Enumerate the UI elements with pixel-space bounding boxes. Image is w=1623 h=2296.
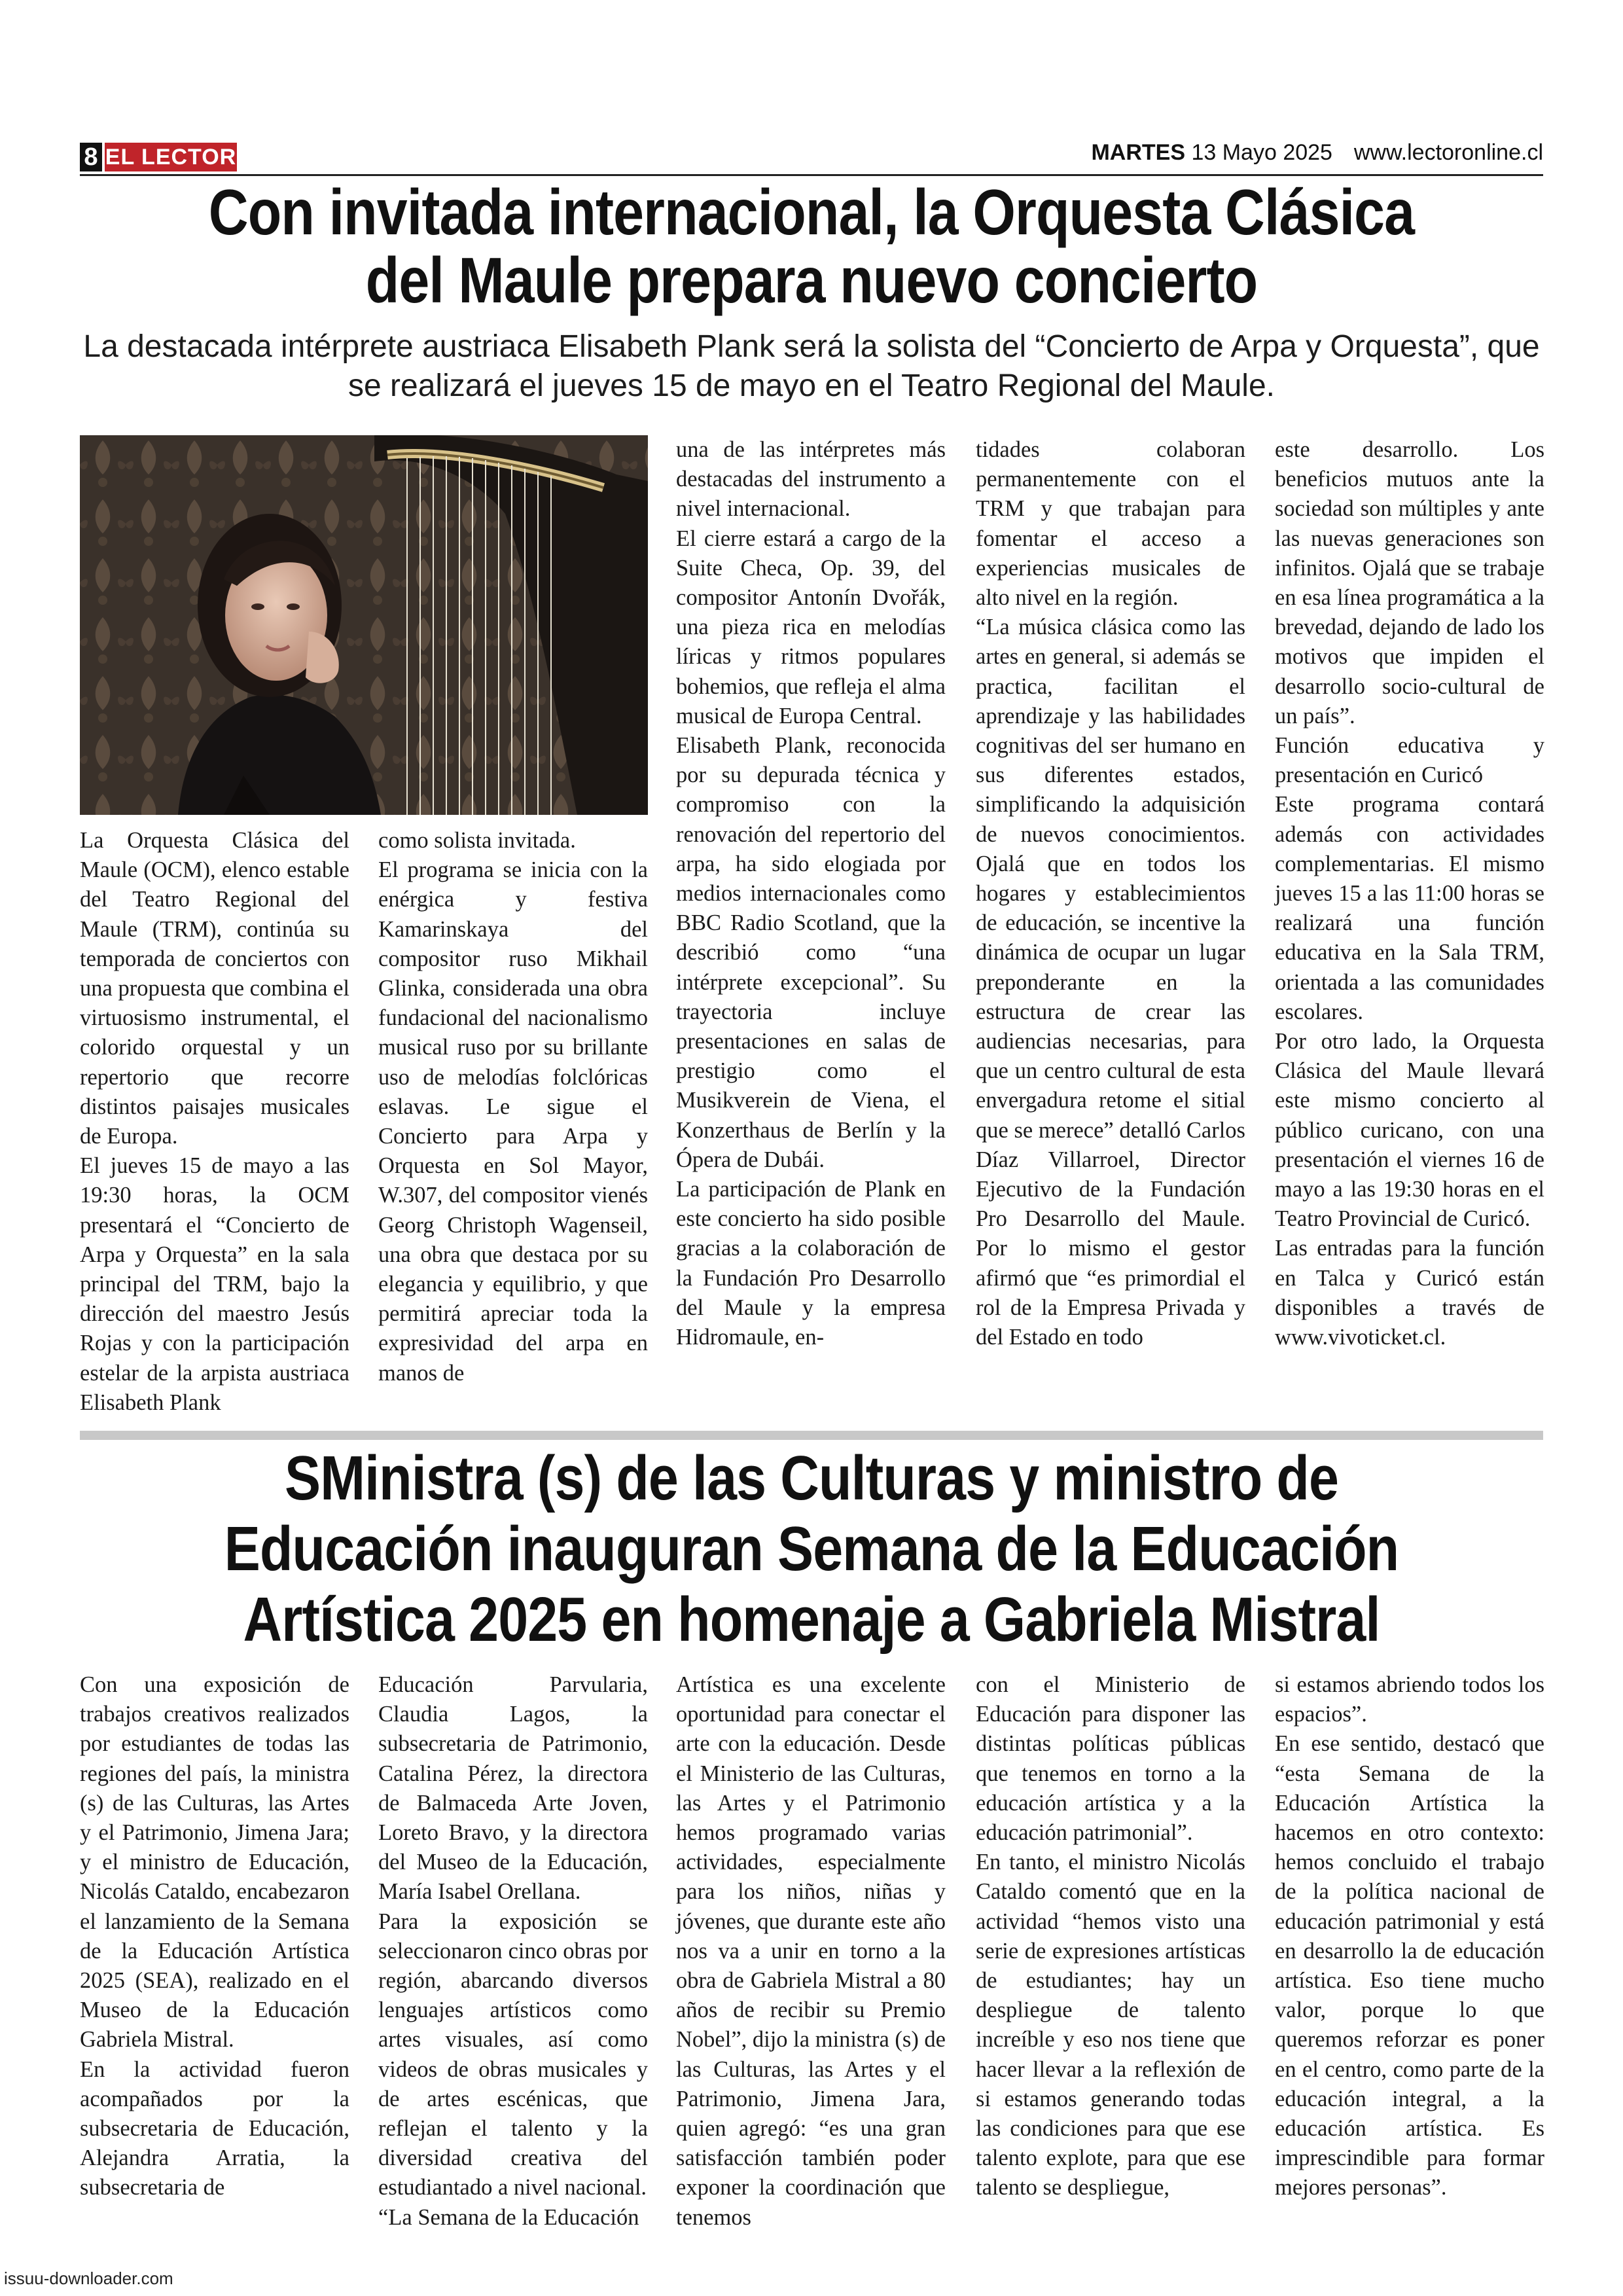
article1-headline: Con invitada internacional, la Orquesta Clásica del Maule prepara nuevo concierto bbox=[208, 176, 1415, 316]
paragraph: Artística es una excelente oportunidad para conectar el arte con la educación. Desde el Ministerio de las Culturas, las Artes y el Patrimonio hemos programado varias actividades, especialmente para los niños, niñas y jóvenes, que durante este año nos va a unir en torno a la obra de Gabriela Mistral a 80 años de recibir su Premio Nobel”, dijo la ministra (s) de las Culturas, las Artes y el Patrimonio, Jimena Jara, quien agregó: “es una gran satisfacción también poder exponer la coordinación que tenemos bbox=[676, 1672, 946, 2230]
paragraph: como solista invitada. bbox=[378, 828, 576, 853]
issue-date: 13 Mayo 2025 bbox=[1191, 140, 1332, 165]
paragraph: “La Semana de la Educación bbox=[378, 2204, 639, 2230]
paragraph: La participación de Plank en este concierto ha sido posible gracias a la colaboración de la Fundación Pro Desarrollo del Maule y la empresa Hidromaule, en- bbox=[676, 1177, 946, 1350]
page-number: 8 bbox=[80, 143, 102, 171]
article1-column-5 bbox=[1275, 435, 1544, 1352]
paragraph: En tanto, el ministro Nicolás Cataldo comentó que en la actividad “hemos visto una serie de expresiones artísticas de estudiantes; hay un despliegue de talento increíble y eso nos tiene que hacer llevar a la reflexión de si estamos generando todas las condiciones para que ese talento explote, para que ese talento se despliegue, bbox=[976, 1850, 1245, 2200]
paragraph: En ese sentido, destacó que “esta Semana de la Educación Artística la hacemos en otro contexto: hemos concluido el trabajo de la política nacional de educación patrimonial y está en desarrollo la de educación artística. Eso tiene mucho valor, porque lo que queremos reforzar es poner en el centro, como parte de la educación integral, a la educación artística. Es imprescindible para formar mejores personas”. bbox=[1275, 1731, 1544, 2200]
article2-column-4 bbox=[976, 1670, 1245, 2203]
article2-headline: SMinistra (s) de las Culturas y ministro de Educación inauguran Semana de la Educación Artística 2025 en homenaje a Gabriela Mistral bbox=[224, 1443, 1399, 1655]
paragraph: El cierre estará a cargo de la Suite Checa, Op. 39, del compositor Antonín Dvořák, una pieza rica en melodías líricas y ritmos populares bohemios, que refleja el alma musical de Europa Central. bbox=[676, 526, 946, 728]
article2-column-3 bbox=[676, 1670, 946, 2233]
article2-column-2 bbox=[378, 1670, 648, 2233]
paragraph: este desarrollo. Los beneficios mutuos ante la sociedad son múltiples y ante las nuevas generaciones son infinitos. Ojalá que se trabaje en esa línea programática a la brevedad, dejando de lado los motivos que impiden el desarrollo socio-cultural de un país”. bbox=[1275, 437, 1544, 728]
paragraph: Las entradas para la función en Talca y Curicó están disponibles a través de www.vivoticket.cl. bbox=[1275, 1236, 1544, 1350]
paragraph: “La música clásica como las artes en general, si además se practica, facilitan el aprendizaje y las habilidades cognitivas del ser humano en sus diferentes estados, simplificando la adquisición de nuevos conocimientos. Ojalá que en todos los hogares y establecimientos de educación, se incentive la dinámica de ocupar un lugar preponderante en la estructura de crear las audiencias necesarias, para que un centro cultural de esta envergadura retome el sitial que se merece” detalló Carlos Díaz Villarroel, Director Ejecutivo de la Fundación Pro Desarrollo del Maule. Por lo mismo el gestor afirmó que “es primordial el rol de la Empresa Privada y del Estado en todo bbox=[976, 615, 1245, 1350]
website: www.lectoronline.cl bbox=[1353, 140, 1543, 165]
article1-column-1 bbox=[80, 826, 349, 1418]
paragraph: Para la exposición se seleccionaron cinco obras por región, abarcando diversos lenguajes artísticos como artes visuales, así como videos de obras musicales y de artes escénicas, que reflejan el talento y la diversidad creativa del estudiantado a nivel nacional. bbox=[378, 1909, 648, 2200]
paragraph: La Orquesta Clásica del Maule (OCM), elenco estable del Teatro Regional del Maule (TRM), continúa su temporada de conciertos con una propuesta que combina el virtuosismo instrumental, el colorido orquestal y un repertorio que recorre distintos paisajes musicales de Europa. bbox=[80, 828, 349, 1149]
paragraph: El programa se inicia con la enérgica y festiva Kamarinskaya del compositor ruso Mikhail Glinka, considerada una obra fundacional del nacionalismo musical ruso por su brillante uso de melodías folclóricas eslavas. Le sigue el Concierto para Arpa y Orquesta en Sol Mayor, W.307, del compositor vienés Georg Christoph Wagenseil, una obra que destaca por su elegancia y equilibrio, y que permitirá apreciar toda la expresividad del arpa en manos de bbox=[378, 857, 648, 1386]
paragraph: Por otro lado, la Orquesta Clásica del Maule llevará este mismo concierto al público curicano, con una presentación el viernes 16 de mayo a las 19:30 horas en el Teatro Provincial de Curicó. bbox=[1275, 1029, 1544, 1232]
article2-column-5 bbox=[1275, 1670, 1544, 2203]
paragraph: si estamos abriendo todos los espacios”. bbox=[1275, 1672, 1544, 1727]
paragraph: Con una exposición de trabajos creativos realizados por estudiantes de todas las regiones del país, la ministra (s) de las Culturas, las Artes y el Patrimonio, Jimena Jara; y el ministro de Educación, Nicolás Cataldo, encabezaron el lanzamiento de la Semana de la Educación Artística 2025 (SEA), realizado en el Museo de la Educación Gabriela Mistral. bbox=[80, 1672, 349, 2053]
dateline bbox=[1091, 140, 1543, 166]
paragraph: El jueves 15 de mayo a las 19:30 horas, la OCM presentará el “Concierto de Arpa y Orquesta” en la sala principal del TRM, bajo la dirección del maestro Jesús Rojas y con la participación estelar de la arpista austriaca Elisabeth Plank bbox=[80, 1153, 349, 1415]
article1-column-3 bbox=[676, 435, 946, 1352]
paragraph: Elisabeth Plank, reconocida por su depurada técnica y compromiso con la renovación del repertorio del arpa, ha sido elogiada por medios internacionales como BBC Radio Scotland, que la describió como “una intérprete excepcional”. Su trayectoria incluye presentaciones en salas de prestigio como el Musikverein de Viena, el Konzerthaus de Berlín y la Ópera de Dubái. bbox=[676, 733, 946, 1172]
paragraph: con el Ministerio de Educación para disponer las distintas políticas públicas que tenemos en torno a la educación artística y a la educación patrimonial”. bbox=[976, 1672, 1245, 1846]
harpist-photo-illustration bbox=[80, 435, 648, 815]
watermark: issuu-downloader.com bbox=[4, 2269, 173, 2288]
paragraph: En la actividad fueron acompañados por la subsecretaria de Educación, Alejandra Arratia, la subsecretaria de bbox=[80, 2056, 349, 2200]
article1-column-2 bbox=[378, 826, 648, 1388]
newspaper-logo: EL LECTOR bbox=[105, 143, 237, 171]
article2-column-1 bbox=[80, 1670, 349, 2203]
paragraph: una de las intérpretes más destacadas del instrumento a nivel internacional. bbox=[676, 437, 946, 522]
article1-column-4 bbox=[976, 435, 1245, 1352]
paragraph: Educación Parvularia, Claudia Lagos, la subsecretaria de Patrimonio, Catalina Pérez, la directora de Balmaceda Arte Joven, Loreto Bravo, y la directora del Museo de la Educación, María Isabel Orellana. bbox=[378, 1672, 648, 1905]
paragraph: tidades colaboran permanentemente con el TRM y que trabajan para fomentar el acceso a experiencias musicales de alto nivel en la región. bbox=[976, 437, 1245, 611]
section-divider bbox=[80, 1431, 1543, 1440]
article1-deck: La destacada intérprete austriaca Elisabeth Plank será la solista del “Concierto de Arpa y Orquesta”, que se realizará el jueves 15 de mayo en el Teatro Regional del Maule. bbox=[83, 329, 1540, 403]
weekday: MARTES bbox=[1091, 140, 1186, 165]
harpist-photo bbox=[80, 435, 648, 815]
subheading: Función educativa y presentación en Curicó bbox=[1275, 733, 1544, 788]
paragraph: Este programa contará además con actividades complementarias. El mismo jueves 15 a las 11:00 horas se realizará una función educativa en la Sala TRM, orientada a las comunidades escolares. bbox=[1275, 792, 1544, 1024]
